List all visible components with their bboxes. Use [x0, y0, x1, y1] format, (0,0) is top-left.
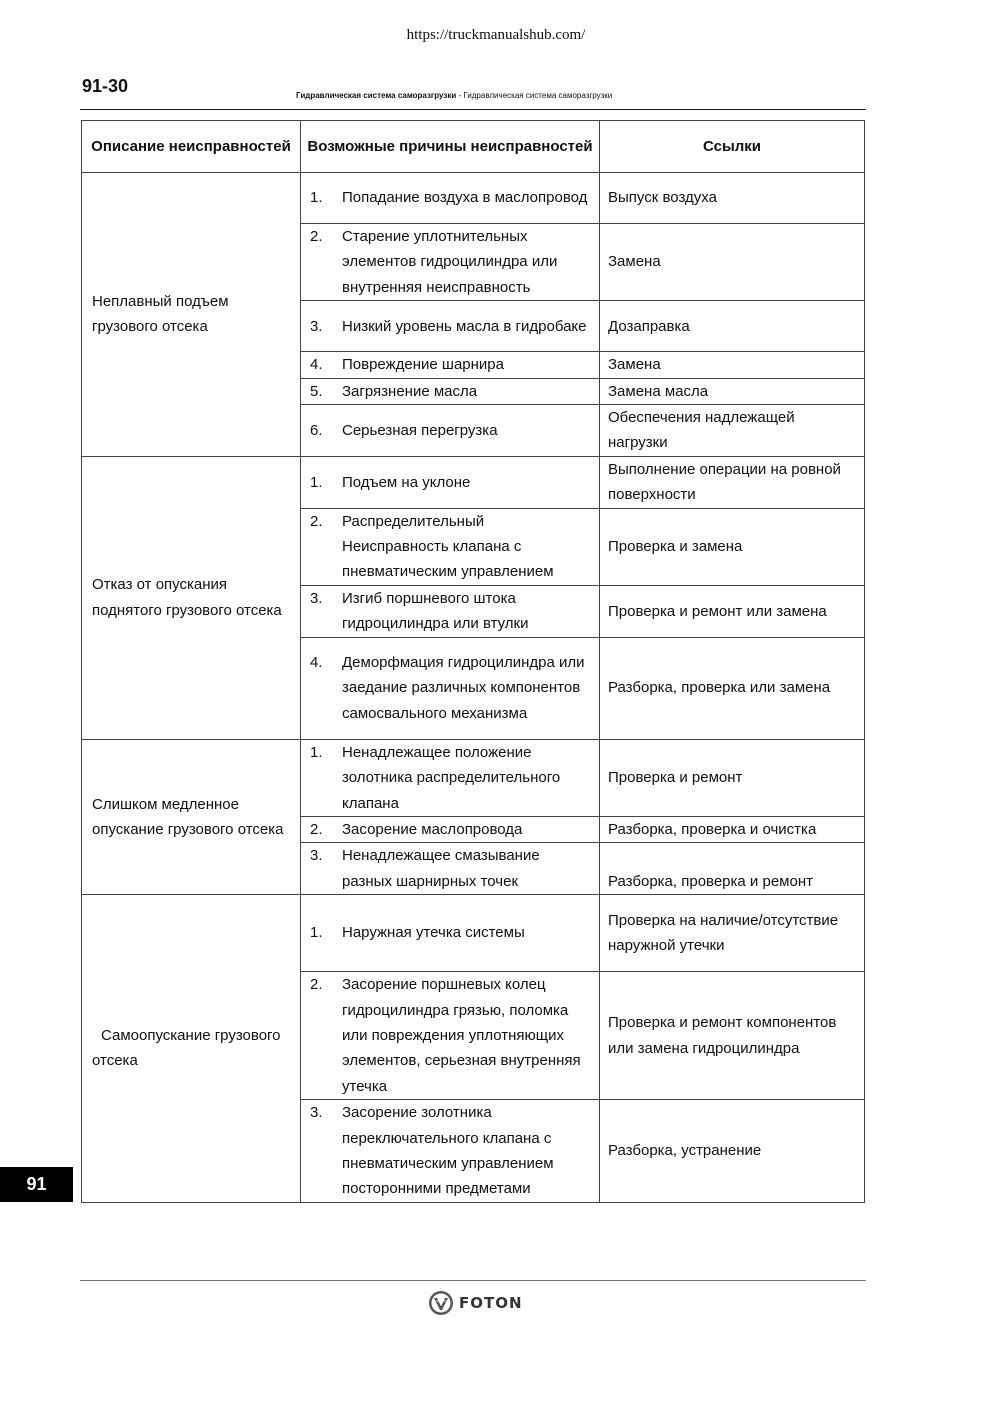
cause-text: Засорение маслопровода [342, 820, 523, 838]
cause-text: Деморфмация гидроцилиндра или заедание различных компонентов самосвального механизма [342, 654, 585, 722]
reference-cell: Выпуск воздуха [600, 173, 865, 224]
cause-number: 2. [310, 976, 323, 994]
fault-description: Отказ от опускания поднятого грузового отсека [82, 456, 301, 739]
reference-cell: Проверка на наличие/отсутствие наружной утечки [600, 895, 865, 972]
cause-text: Распределительный Неисправность клапана с пневматическим управлением [342, 512, 554, 581]
chapter-tab: 91 [0, 1167, 73, 1202]
cause-text: Ненадлежащее положение золотника распределительного клапана [342, 743, 561, 812]
header-title-rest: - Гидравлическая система саморазгрузки [456, 91, 613, 100]
cause-number: 2. [310, 512, 323, 530]
reference-cell: Разборка, проверка или замена [600, 637, 865, 739]
cause-number: 3. [310, 317, 323, 335]
header-title-bold: Гидравлическая система саморазгрузки [296, 91, 457, 100]
table-row [82, 173, 865, 224]
source-url[interactable]: https://truckmanualshub.com/ [406, 27, 586, 43]
cause-text: Старение уплотнительных элементов гидроцилиндра или внутренняя неисправность [342, 228, 558, 296]
reference-cell: Разборка, устранение [600, 1100, 865, 1203]
cause-text: Подъем на уклоне [342, 473, 471, 491]
reference-cell: Проверка и замена [600, 508, 865, 585]
cause-number: 1. [310, 924, 323, 942]
column-header-references: Ссылки [600, 121, 865, 173]
cause-cell [301, 508, 600, 585]
cause-text: Серьезная перегрузка [342, 421, 498, 439]
foton-logo-text: FOTON [459, 1294, 523, 1312]
cause-cell [301, 1100, 600, 1203]
cause-cell [301, 843, 600, 895]
cause-text: Низкий уровень масла в гидробаке [342, 317, 587, 335]
reference-cell: Выполнение операции на ровной поверхности [600, 456, 865, 508]
fault-description: Самоопускание грузового отсека [82, 895, 301, 1203]
column-header-causes: Возможные причины неисправностей [301, 121, 600, 173]
cause-number: 5. [310, 382, 323, 400]
reference-cell: Обеспечения надлежащей нагрузки [600, 405, 865, 457]
reference-cell: Проверка и ремонт компонентов или замена гидроцилиндра [600, 972, 865, 1100]
footer-rule [80, 1280, 866, 1281]
cause-number: 4. [310, 654, 323, 672]
table-body [82, 173, 865, 1203]
cause-cell [301, 972, 600, 1100]
cause-number: 4. [310, 356, 323, 374]
reference-cell: Разборка, проверка и ремонт [600, 843, 865, 895]
table-row [82, 456, 865, 508]
fault-description: Неплавный подъем грузового отсека [82, 173, 301, 457]
cause-number: 1. [310, 189, 323, 207]
footer-logo [428, 1290, 523, 1316]
cause-number: 6. [310, 421, 323, 439]
header-rule [80, 109, 866, 110]
cause-text: Повреждение шарнира [342, 356, 504, 374]
cause-text: Наружная утечка системы [342, 924, 525, 942]
reference-cell: Замена [600, 352, 865, 378]
reference-cell: Замена [600, 224, 865, 301]
header-title [296, 91, 612, 100]
table-row [82, 739, 865, 816]
reference-cell: Проверка и ремонт или замена [600, 585, 865, 637]
cause-cell [301, 895, 600, 972]
cause-cell [301, 378, 600, 404]
cause-text: Ненадлежащее смазывание разных шарнирных точек [342, 847, 540, 890]
cause-cell [301, 173, 600, 224]
cause-cell [301, 301, 600, 352]
fault-table [81, 120, 865, 1203]
cause-number: 3. [310, 1104, 323, 1122]
cause-text: Загрязнение масла [342, 382, 478, 400]
foton-logo-icon [428, 1290, 454, 1316]
reference-cell: Разборка, проверка и очистка [600, 816, 865, 842]
cause-number: 3. [310, 847, 323, 865]
cause-text: Изгиб поршневого штока гидроцилиндра или втулки [342, 589, 529, 633]
cause-number: 2. [310, 228, 323, 245]
column-header-description: Описание неисправностей [82, 121, 301, 173]
cause-number: 3. [310, 589, 323, 607]
page-code: 91-30 [82, 76, 129, 96]
cause-text: Засорение золотника переключательного клапана с пневматическим управлением посторонними предметами [342, 1104, 554, 1198]
cause-number: 1. [310, 743, 323, 761]
cause-cell [301, 816, 600, 842]
reference-cell: Замена масла [600, 378, 865, 404]
reference-cell: Проверка и ремонт [600, 739, 865, 816]
cause-cell [301, 585, 600, 637]
table-header-row [82, 121, 865, 173]
cause-cell [301, 405, 600, 457]
cause-cell [301, 456, 600, 508]
cause-text: Засорение поршневых колец гидроцилиндра грязью, поломка или повреждения уплотняющих элементов, серьезная внутренняя утечка [342, 976, 581, 1095]
cause-cell [301, 224, 600, 301]
cause-number: 1. [310, 473, 323, 491]
reference-cell: Дозаправка [600, 301, 865, 352]
cause-number: 2. [310, 820, 323, 838]
cause-cell [301, 352, 600, 378]
cause-cell [301, 637, 600, 739]
table-row [82, 895, 865, 972]
cause-text: Попадание воздуха в маслопровод [342, 189, 588, 207]
fault-description: Слишком медленное опускание грузового отсека [82, 739, 301, 894]
cause-cell [301, 739, 600, 816]
